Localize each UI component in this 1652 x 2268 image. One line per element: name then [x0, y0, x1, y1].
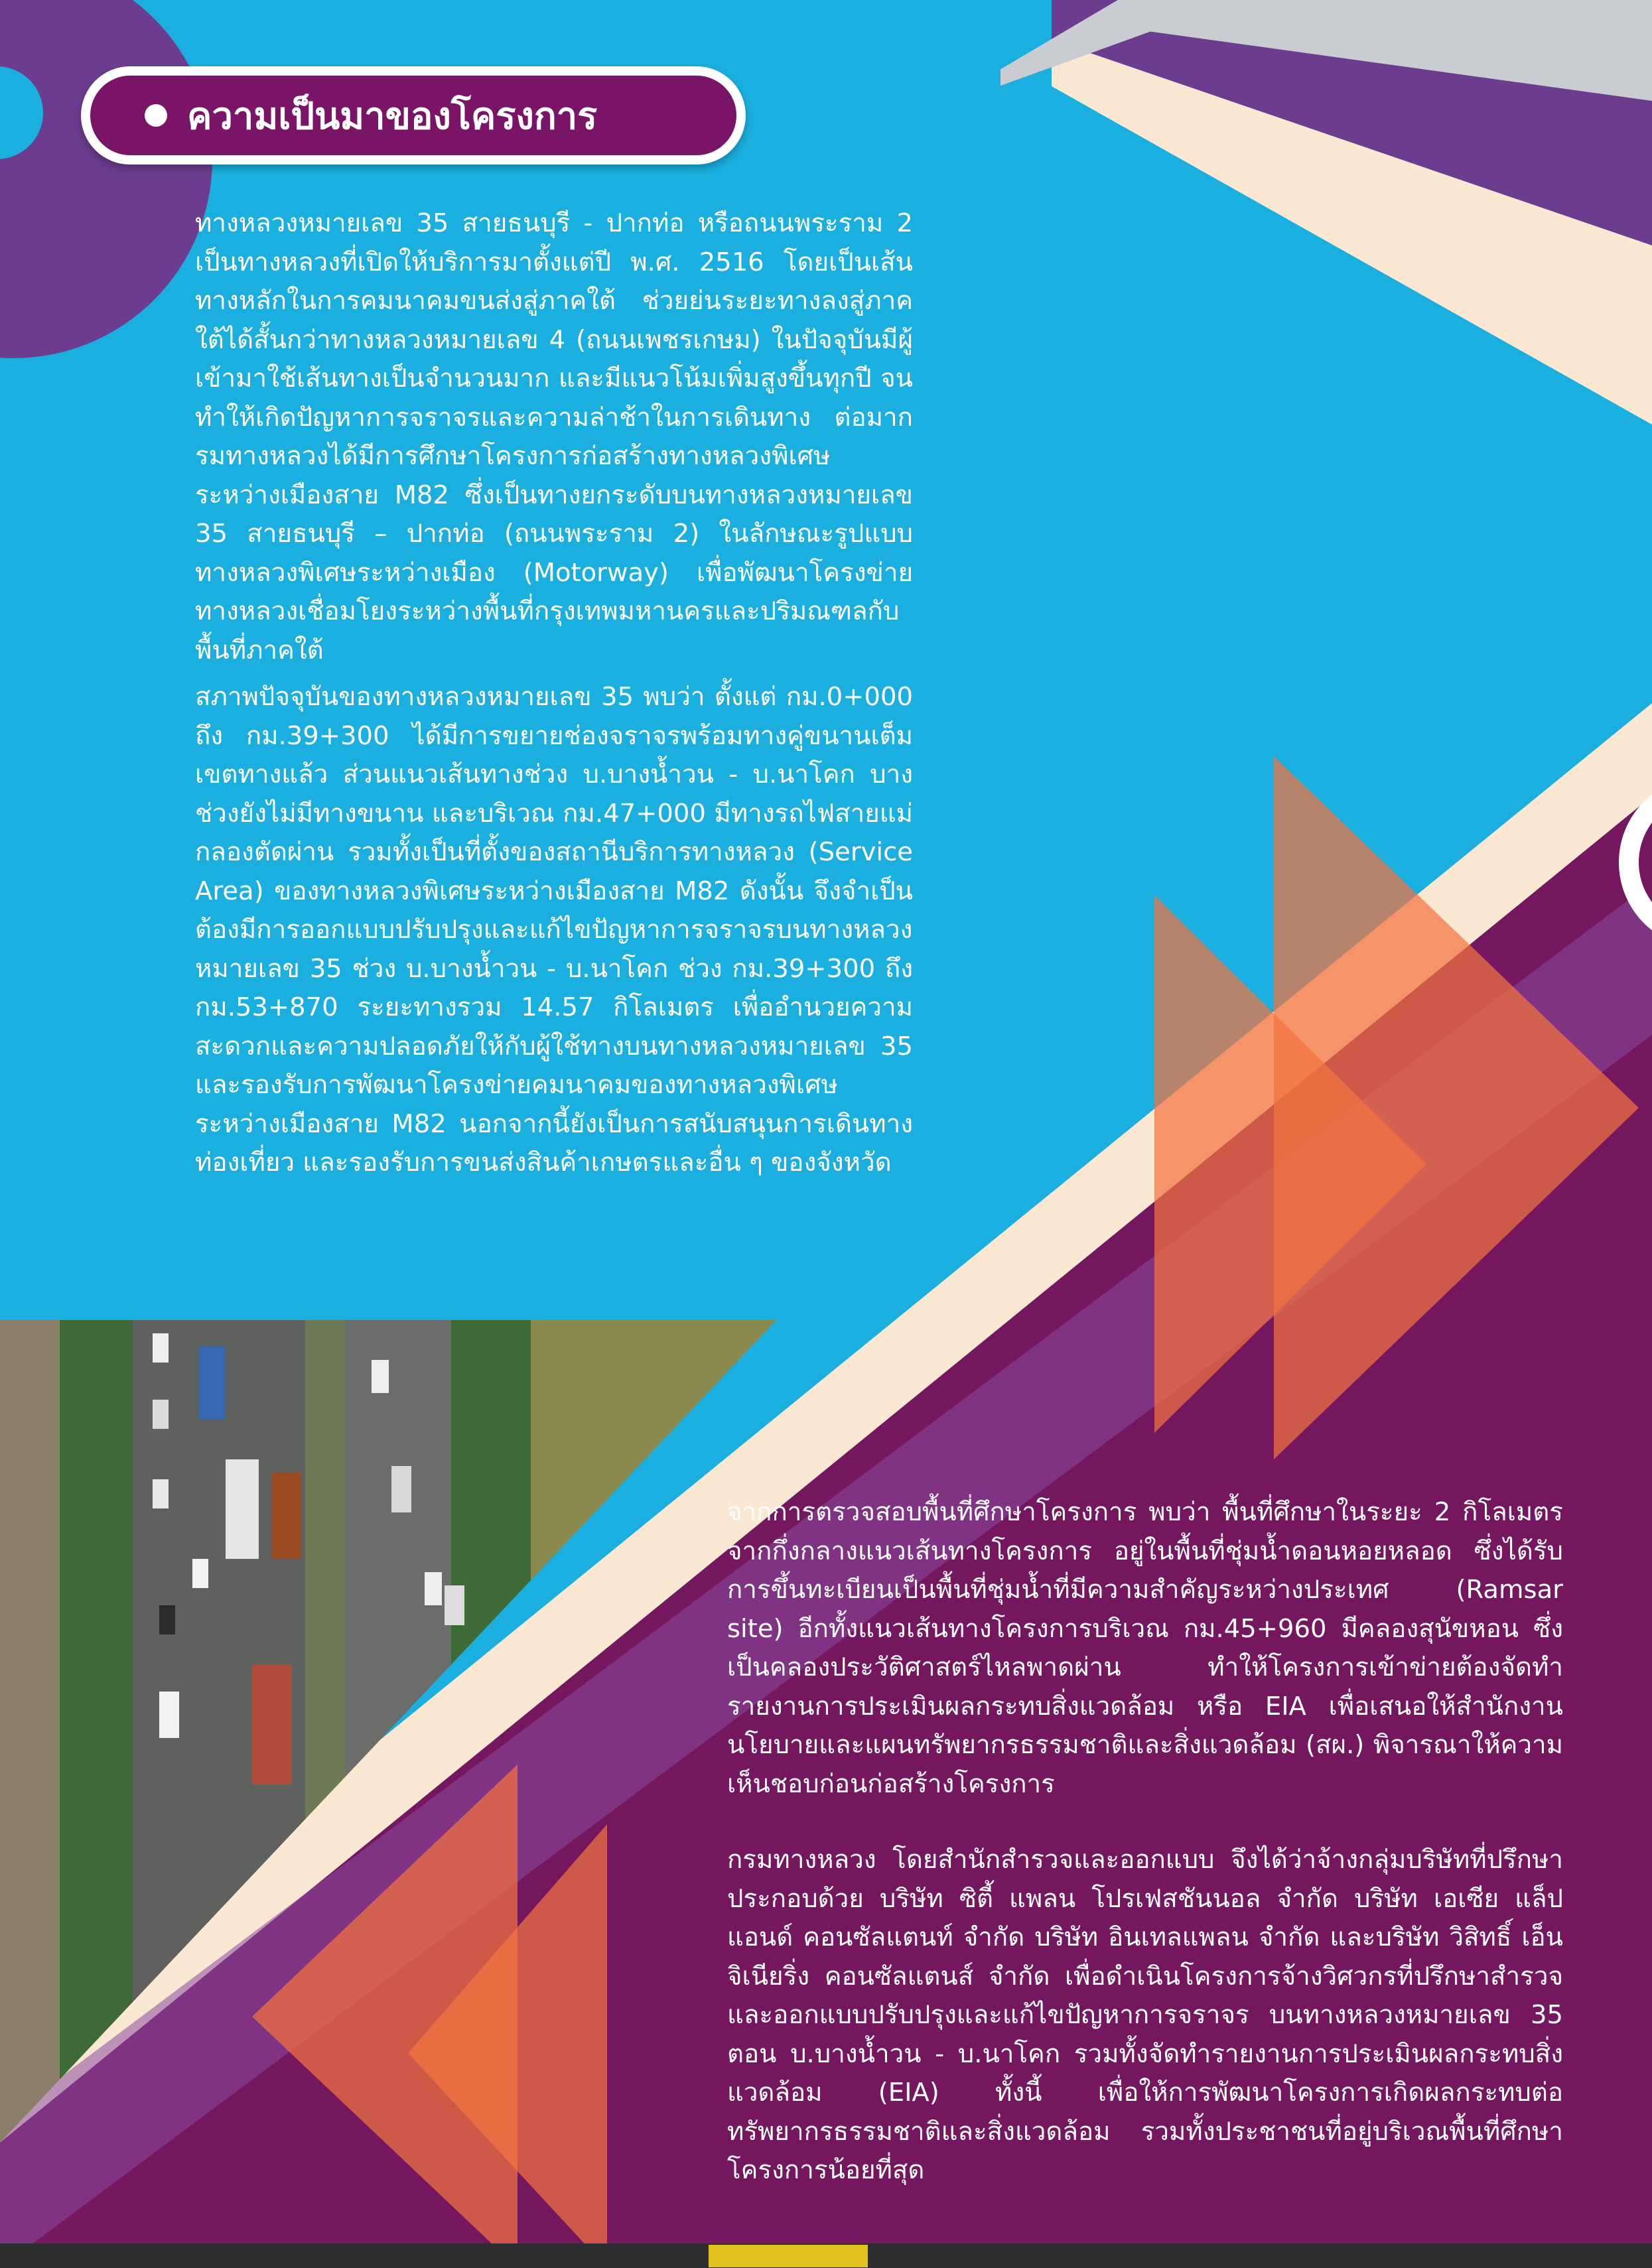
bullet-dot-icon — [145, 104, 167, 127]
paragraph-environment: จากการตรวจสอบพื้นที่ศึกษาโครงการ พบว่า พื้นที่ศึกษาในระยะ 2 กิโลเมตร จากกึ่งกลางแนวเส้นทางโครงการ อยู่ในพื้นที่ชุ่มน้ำดอนหอยหลอด ซึ่งได้รับการขึ้นทะเบียนเป็นพื้นที่ชุ่มน้ำที่มีความสำคัญระหว่างประเทศ (Ramsar site) อีกทั้งแนวเส้นทางโครงการบริเวณ กม.45+960 มีคลองสุนัขหอน ซึ่งเป็นคลองประวัติศาสตร์ไหลพาดผ่าน ทำให้โครงการเข้าข่ายต้องจัดทำรายงานการประเมินผลกระทบสิ่งแวดล้อม หรือ EIA เพื่อเสนอให้สำนักงานนโยบายและแผนทรัพยากรธรรมชาติและสิ่งแวดล้อม (สผ.) พิจารณาให้ความเห็นชอบก่อนก่อสร้างโครงการ — [727, 1497, 1563, 1799]
paragraph-current-state: สภาพปัจจุบันของทางหลวงหมายเลข 35 พบว่า ตั้งแต่ กม.0+000 ถึง กม.39+300 ได้มีการขยายช่องจราจรพร้อมทางคู่ขนานเต็มเขตทางแล้ว ส่วนแนวเส้นทางช่วง บ.บางน้ำวน - บ.นาโคก บางช่วงยังไม่มีทางขนาน และบริเวณ กม.47+000 มีทางรถไฟสายแม่กลองตัดผ่าน รวมทั้งเป็นที่ตั้งของสถานีบริการทางหลวง (Service Area) ของทางหลวงพิเศษระหว่างเมืองสาย M82 ดังนั้น จึงจำเป็นต้องมีการออกแบบปรับปรุงและแก้ไขปัญหาการจราจรบนทางหลวงหมายเลข 35 ช่วง บ.บางน้ำวน - บ.นาโคก ช่วง กม.39+300 ถึง กม.53+870 ระยะทางรวม 14.57 กิโลเมตร เพื่ออำนวยความสะดวกและความปลอดภัยให้กับผู้ใช้ทางบนทางหลวงหมายเลข 35 และรองรับการพัฒนาโครงข่ายคมนาคมของทางหลวงพิเศษระหว่างเมืองสาย M82 นอกจากนี้ยังเป็นการสนับสนุนการเดินทางท่องเที่ยว และรองรับการขนส่งสินค้าเกษตรและอื่น ๆ ของจังหวัด — [195, 682, 913, 1177]
paragraph-history: ทางหลวงหมายเลข 35 สายธนบุรี - ปากท่อ หรือถนนพระราม 2 เป็นทางหลวงที่เปิดให้บริการมาตั้งแต่ปี พ.ศ. 2516 โดยเป็นเส้นทางหลักในการคมนาคมขนส่งสู่ภาคใต้ ช่วยย่นระยะทางลงสู่ภาคใต้ได้สั้นกว่าทางหลวงหมายเลข 4 (ถนนเพชรเกษม) ในปัจจุบันมีผู้เข้ามาใช้เส้นทางเป็นจำนวนมาก และมีแนวโน้มเพิ่มสูงขึ้นทุกปี จนทำให้เกิดปัญหาการจราจรและความล่าช้าในการเดินทาง ต่อมากรมทางหลวงได้มีการศึกษาโครงการก่อสร้างทางหลวงพิเศษระหว่างเมืองสาย M82 ซึ่งเป็นทางยกระดับบนทางหลวงหมายเลข 35 สายธนบุรี – ปากท่อ (ถนนพระราม 2) ในลักษณะรูปแบบทางหลวงพิเศษระหว่างเมือง (Motorway) เพื่อพัฒนาโครงข่ายทางหลวงเชื่อมโยงระหว่างพื้นที่กรุงเทพมหานครและปริมณฑลกับพื้นที่ภาคใต้ — [195, 208, 913, 665]
road-marking — [709, 2245, 868, 2267]
section-header — [81, 66, 746, 165]
paragraph-consultants: กรมทางหลวง โดยสำนักสำรวจและออกแบบ จึงได้ว่าจ้างกลุ่มบริษัทที่ปรึกษาประกอบด้วย บริษัท ซิตี้ แพลน โปรเฟสชันนอล จำกัด บริษัท เอเซีย แล็ป แอนด์ คอนซัลแตนท์ จำกัด บริษัท อินเทลแพลน จำกัด และบริษัท วิสิทธิ์ เอ็นจิเนียริ่ง คอนซัลแตนส์ จำกัด เพื่อดำเนินโครงการจ้างวิศวกรที่ปรึกษาสำรวจและออกแบบปรับปรุงและแก้ไขปัญหาการจราจร บนทางหลวงหมายเลข 35 ตอน บ.บางน้ำวน - บ.นาโคก รวมทั้งจัดทำรายงานการประเมินผลกระทบสิ่งแวดล้อม (EIA) ทั้งนี้ เพื่อให้การพัฒนาโครงการเกิดผลกระทบต่อทรัพยากรธรรมชาติและสิ่งแวดล้อม รวมทั้งประชาชนที่อยู่บริเวณพื้นที่ศึกษาโครงการน้อยที่สุด — [727, 1845, 1563, 2185]
section-header-inner — [90, 76, 736, 155]
section-title: ความเป็นมาของโครงการ — [187, 94, 598, 138]
coral-triangle-2 — [1274, 756, 1639, 1459]
